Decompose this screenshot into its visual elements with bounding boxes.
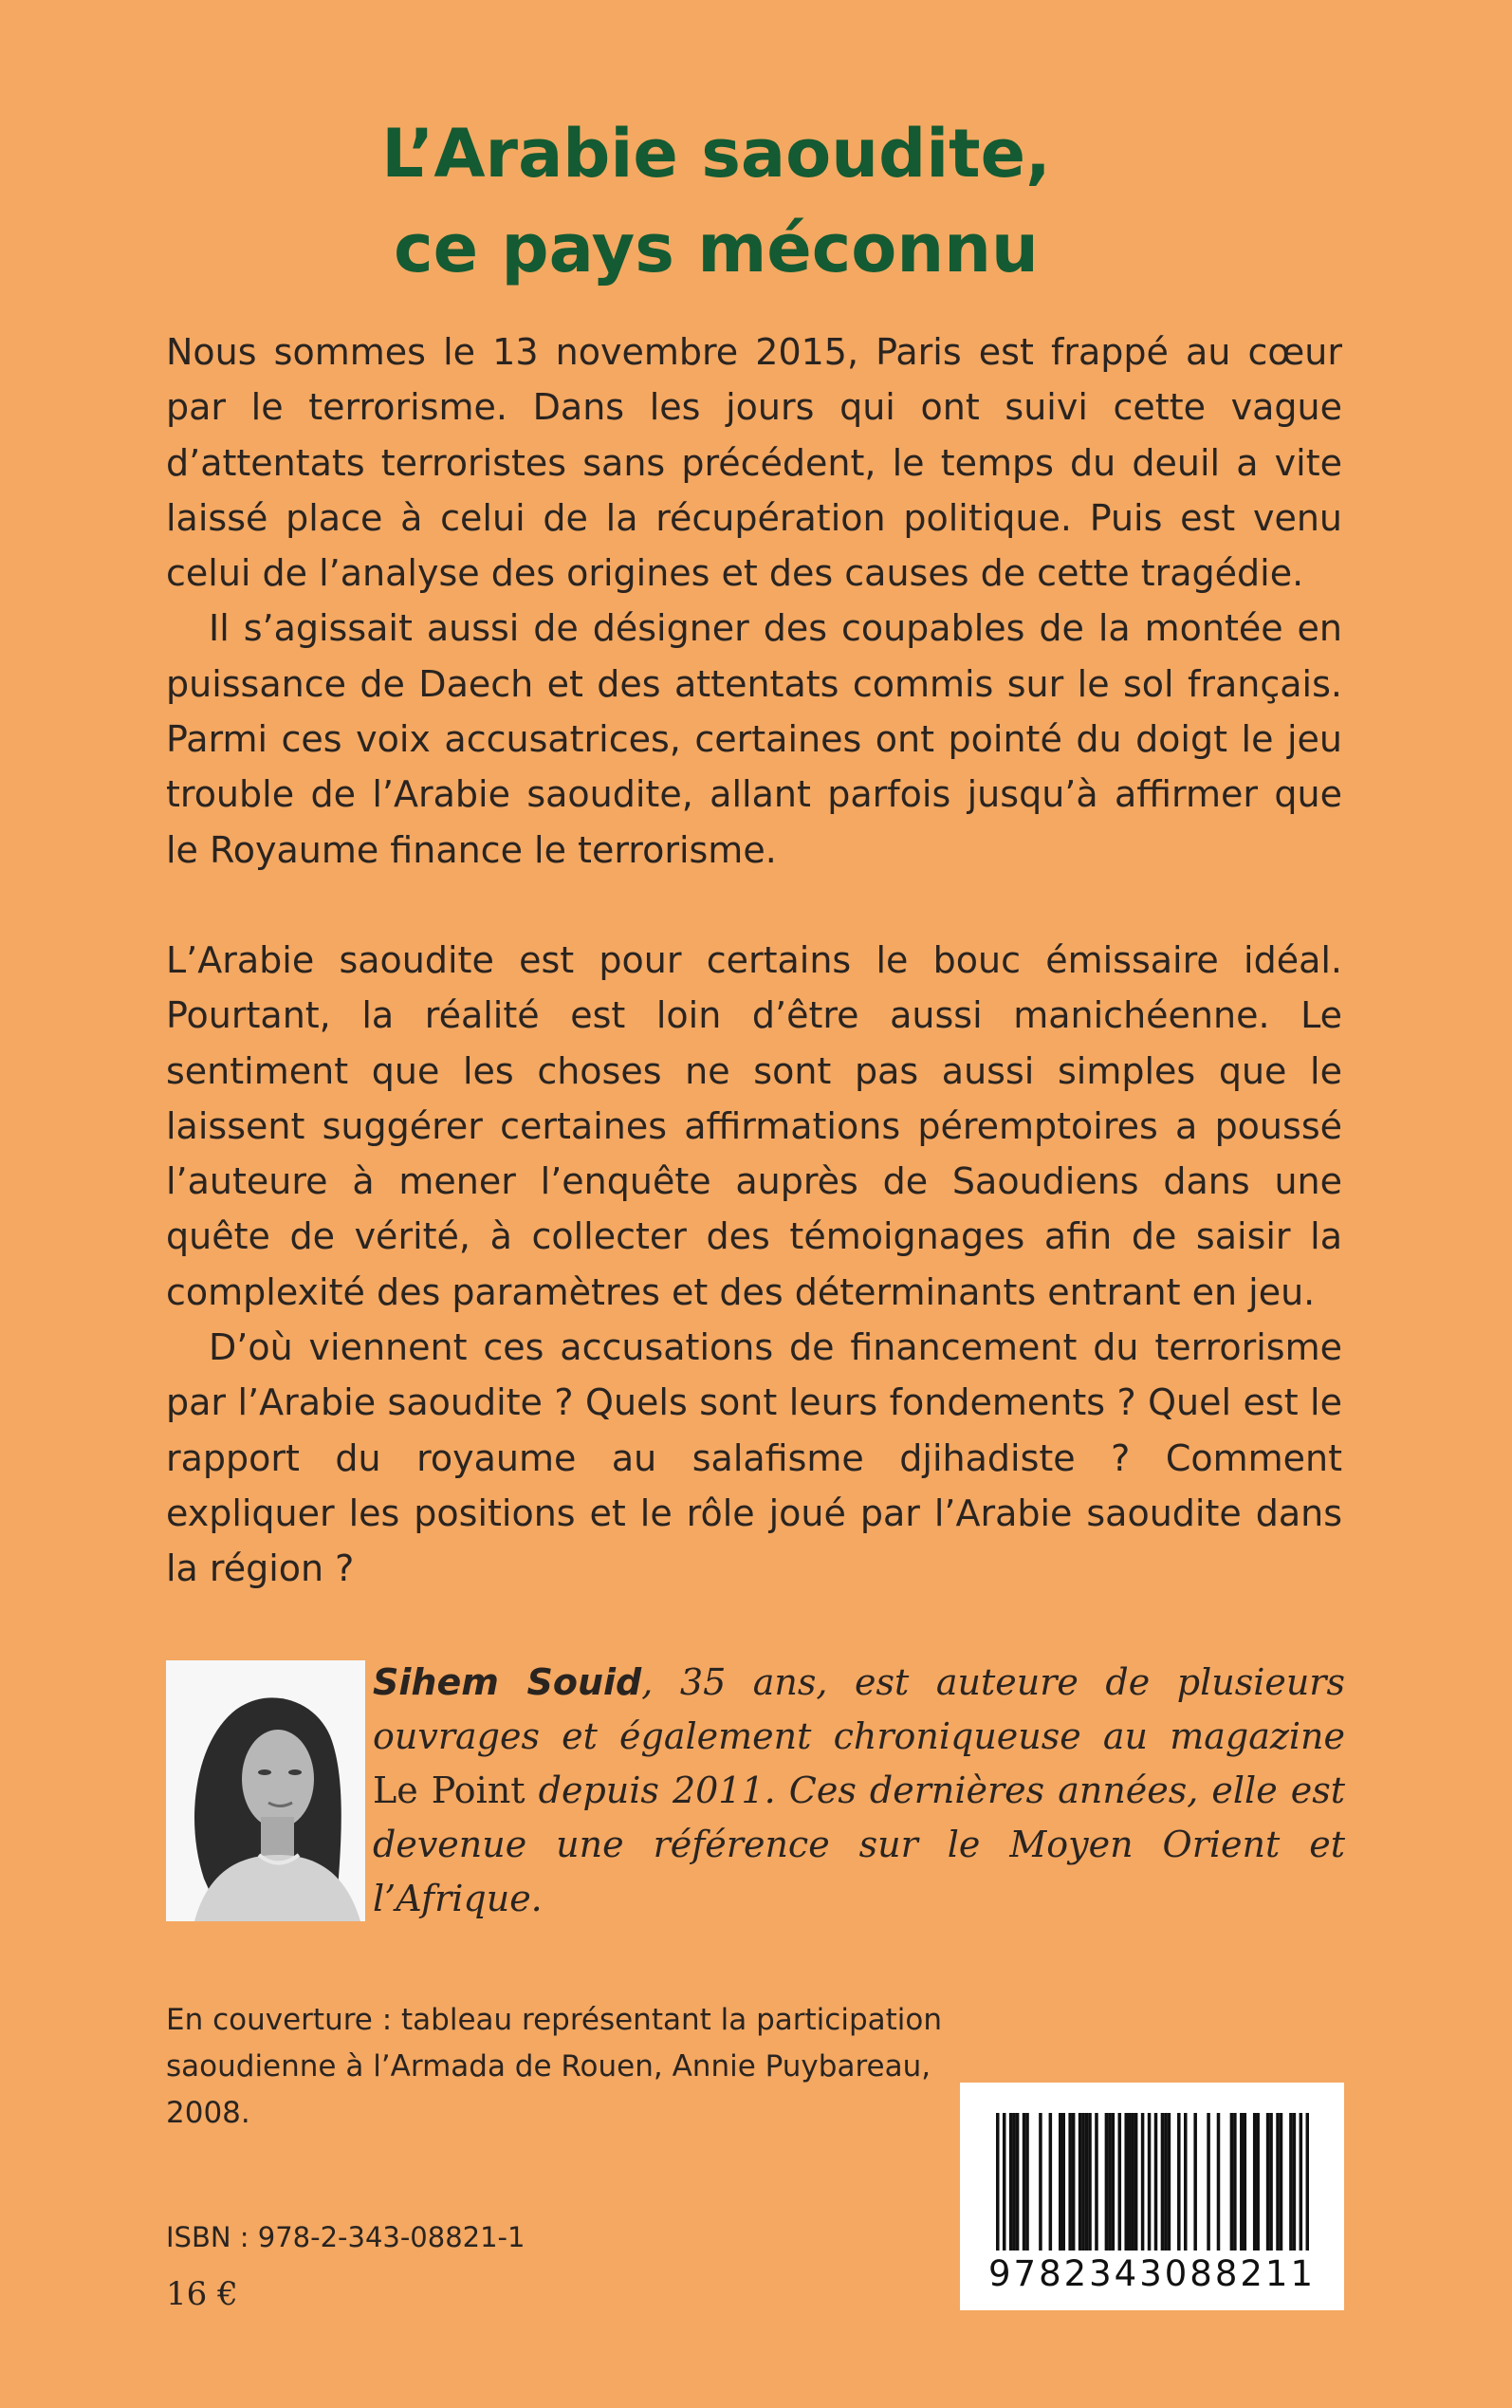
book-title bbox=[0, 106, 1432, 296]
barcode-bar bbox=[1148, 2113, 1152, 2251]
barcode-bar bbox=[1016, 2113, 1020, 2251]
barcode-bar bbox=[1012, 2113, 1016, 2251]
author-publication: Le Point bbox=[373, 1769, 526, 1811]
barcode-bar bbox=[1134, 2113, 1138, 2251]
barcode-bar bbox=[1009, 2113, 1013, 2251]
barcode-bar bbox=[1061, 2113, 1065, 2251]
barcode-bar bbox=[1095, 2113, 1098, 2251]
barcode-bar bbox=[1039, 2113, 1042, 2251]
blurb-paragraph-1: Nous sommes le 13 novembre 2015, Paris est frappé au cœur par le terrorisme. Dans les jours qui ont suivi cette vague d’attentats terroristes sans précédent, le temps du deuil a vite laissé place à celui de la récupération politique. Puis est venu celui de l’analyse des origines et des causes de cette tragédie. bbox=[166, 331, 1342, 595]
barcode bbox=[960, 2083, 1344, 2310]
barcode-bar bbox=[1207, 2113, 1210, 2251]
barcode-bar bbox=[1164, 2113, 1168, 2251]
barcode-bar bbox=[1244, 2113, 1247, 2251]
barcode-bar bbox=[1240, 2113, 1244, 2251]
barcode-bar bbox=[1276, 2113, 1280, 2251]
book-title-line-2: ce pays méconnu bbox=[394, 210, 1039, 287]
cover-credit: En couverture : tableau représentant la participation saoudienne à l’Armada de Rouen, Annie Puybareau, 2008. bbox=[166, 2003, 943, 2130]
author-bio-text-1: , 35 ans, est auteure de plusieurs ouvrages et également chroniqueuse au magazine bbox=[373, 1661, 1345, 1757]
barcode-bar bbox=[996, 2113, 1000, 2251]
book-title-line-1: L’Arabie saoudite, bbox=[381, 115, 1051, 193]
barcode-bar bbox=[1068, 2113, 1072, 2251]
barcode-bar bbox=[1233, 2113, 1237, 2251]
barcode-bar bbox=[1289, 2113, 1293, 2251]
barcode-bar bbox=[1280, 2113, 1283, 2251]
blurb-text bbox=[166, 324, 1342, 1597]
barcode-bar bbox=[1154, 2113, 1158, 2251]
barcode-bar bbox=[1161, 2113, 1165, 2251]
barcode-bar bbox=[1081, 2113, 1085, 2251]
barcode-bar bbox=[1003, 2113, 1006, 2251]
barcode-bar bbox=[1193, 2113, 1197, 2251]
barcode-bar bbox=[1108, 2113, 1112, 2251]
barcode-number: 9782343088211 bbox=[987, 2253, 1317, 2294]
barcode-bar bbox=[1269, 2113, 1273, 2251]
author-bio-text-2: depuis 2011. Ces dernières années, elle est devenue une référence sur le Moyen Orient et l’Afrique. bbox=[373, 1769, 1345, 1919]
barcode-bar bbox=[1023, 2113, 1026, 2251]
author-name: Sihem Souid bbox=[373, 1661, 642, 1703]
barcode-bar bbox=[1256, 2113, 1260, 2251]
barcode-bar bbox=[1230, 2113, 1234, 2251]
blurb-paragraph-3: L’Arabie saoudite est pour certains le bouc émissaire idéal. Pourtant, la réalité est loin d’être aussi manichéenne. Le sentiment que les choses ne sont pas aussi simples que le laissent suggérer certaines affirmations péremptoires a poussé l’auteure à mener l’enquête auprès de Saoudiens dans une quête de vérité, à collecter des témoignages afin de saisir la complexité des paramètres et des déterminants entrant en jeu. bbox=[166, 938, 1342, 1313]
barcode-bar bbox=[1253, 2113, 1257, 2251]
barcode-bar bbox=[1124, 2113, 1128, 2251]
isbn: ISBN : 978-2-343-08821-1 bbox=[166, 2221, 526, 2253]
barcode-bar bbox=[1049, 2113, 1053, 2251]
barcode-bar bbox=[1131, 2113, 1134, 2251]
barcode-bar bbox=[1105, 2113, 1109, 2251]
barcode-bar bbox=[1168, 2113, 1171, 2251]
barcode-bar bbox=[1293, 2113, 1297, 2251]
barcode-bar bbox=[1079, 2113, 1082, 2251]
barcode-bar bbox=[1085, 2113, 1089, 2251]
barcode-bar bbox=[1177, 2113, 1181, 2251]
barcode-bar bbox=[1266, 2113, 1270, 2251]
barcode-bar bbox=[1072, 2113, 1076, 2251]
barcode-bar bbox=[1118, 2113, 1122, 2251]
barcode-bar bbox=[1217, 2113, 1221, 2251]
barcode-bar bbox=[1128, 2113, 1132, 2251]
barcode-bar bbox=[1088, 2113, 1092, 2251]
barcode-bar bbox=[1184, 2113, 1188, 2251]
barcode-bar bbox=[1300, 2113, 1303, 2251]
author-bio bbox=[373, 1656, 1345, 1926]
barcode-bar bbox=[1306, 2113, 1309, 2251]
author-portrait-image bbox=[166, 1660, 365, 1921]
barcode-bar bbox=[1141, 2113, 1145, 2251]
barcode-bar bbox=[1059, 2113, 1062, 2251]
paragraph-gap bbox=[166, 878, 1342, 933]
barcode-bar bbox=[1112, 2113, 1116, 2251]
barcode-bar bbox=[1025, 2113, 1029, 2251]
blurb-paragraph-4: D’où viennent ces accusations de financement du terrorisme par l’Arabie saoudite ? Quels sont leurs fondements ? Quel est le rapport du royaume au salafisme djihadiste ? Comment expliquer les positions et le rôle joué par l’Arabie saoudite dans la région ? bbox=[166, 1326, 1342, 1590]
author-photo bbox=[166, 1660, 365, 1921]
barcode-bars bbox=[996, 2113, 1309, 2251]
blurb-paragraph-2: Il s’agissait aussi de désigner des coupables de la montée en puissance de Daech et des attentats commis sur le sol français. Parmi ces voix accusatrices, certaines ont pointé du doigt le jeu trouble de l’Arabie saoudite, allant parfois jusqu’à affirmer que le Royaume finance le terrorisme. bbox=[166, 607, 1342, 871]
price: 16 € bbox=[166, 2275, 238, 2313]
